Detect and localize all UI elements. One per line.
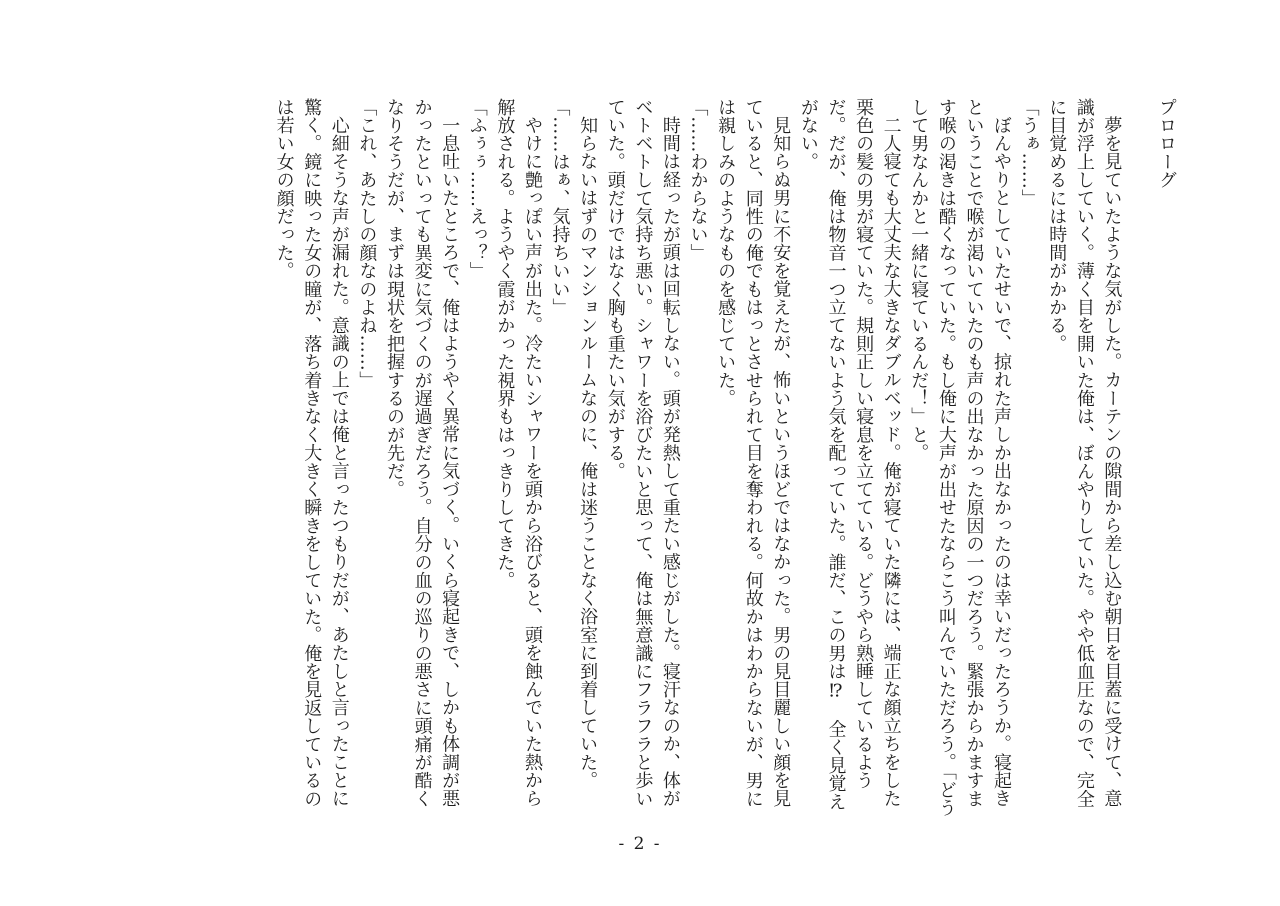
narration-paragraph: やけに艶っぽい声が出た。冷たいシャワーを頭から浴びると、頭を蝕んでいた熱から解放される。ようやく霞がかった視界もはっきりしてきた。 bbox=[494, 98, 543, 808]
narration-paragraph: 二人寝ても大丈夫な大きなダブルベッド。俺が寝ていた隣には、端正な顔立ちをした栗色の髪の男が寝ていた。規則正しい寝息を立てている。どうやら熟睡しているようだ。だが、俺は物音一つ立てないよう気を配っていた。誰だ、この男は⁉ 全く見覚えがない。 bbox=[797, 98, 902, 811]
narration-paragraph: 一息吐いたところで、俺はようやく異常に気づく。いくら寝起きで、しかも体調が悪かったといっても異変に気づくのが遅過ぎだろう。自分の血の巡りの悪さに頭痛が酷くなりそうだが、まずは現状を把握するのが先だ。 bbox=[383, 98, 461, 808]
narration-paragraph: 時間は経ったが頭は回転しない。頭が発熱して重たい感じがした。寝汗なのか、体がベトベトして気持ち悪い。シャワーを浴びたいと思って、俺は無意識にフラフラと歩いていた。頭だけではなく胸も重たい気がする。 bbox=[604, 98, 681, 808]
chapter-title: プロローグ bbox=[1156, 98, 1177, 189]
narration-paragraph: 知らないはずのマンションルームなのに、俺は迷うことなく浴室に到着していた。 bbox=[577, 116, 599, 790]
page-number: - 2 - bbox=[618, 834, 662, 854]
dialogue-paragraph: 「うぁ……」 bbox=[1018, 98, 1040, 208]
dialogue-paragraph: 「……わからない」 bbox=[687, 98, 709, 262]
narration-paragraph: ぼんやりとしていたせいで、掠れた声しか出なかったのは幸いだったろうか。寝起きということで喉が渇いていたのも声の出なかった原因の一つだろう。緊張からかますます喉の渇きは酷くなっていた。もし俺に大声が出せたならこう叫んでいただろう。「どうして男なんかと一緒に寝ているんだ！」と。 bbox=[908, 98, 1013, 817]
dialogue-paragraph: 「……はぁ、気持ちいい」 bbox=[549, 98, 571, 317]
prologue-text-block bbox=[270, 98, 1180, 821]
dialogue-paragraph: 「これ、あたしの顔なのよね……」 bbox=[356, 98, 378, 390]
narration-paragraph: 心細そうな声が漏れた。意識の上では俺と言ったつもりだが、あたしと言ったことに驚く。鏡に映った女の瞳が、落ち着きなく大きく瞬きをしていた。俺を見返しているのは若い女の顔だった。 bbox=[273, 98, 350, 808]
narration-paragraph: 夢を見ていたような気がした。カーテンの隙間から差し込む朝日を目蓋に受けて、意識が浮上していく。薄く目を開いた俺は、ぼんやりしていた。やや低血圧なので、完全に目覚めるには時間がかかる。 bbox=[1046, 98, 1123, 808]
narration-paragraph: 見知らぬ男に不安を覚えたが、怖いというほどではなかった。男の見目麗しい顔を見ていると、同性の俺でもはっとさせられて目を奪われる。何故かはわからないが、男には親しみのようなものを感じていた。 bbox=[715, 98, 792, 808]
dialogue-paragraph: 「ふぅぅ……えっ？」 bbox=[466, 98, 488, 280]
